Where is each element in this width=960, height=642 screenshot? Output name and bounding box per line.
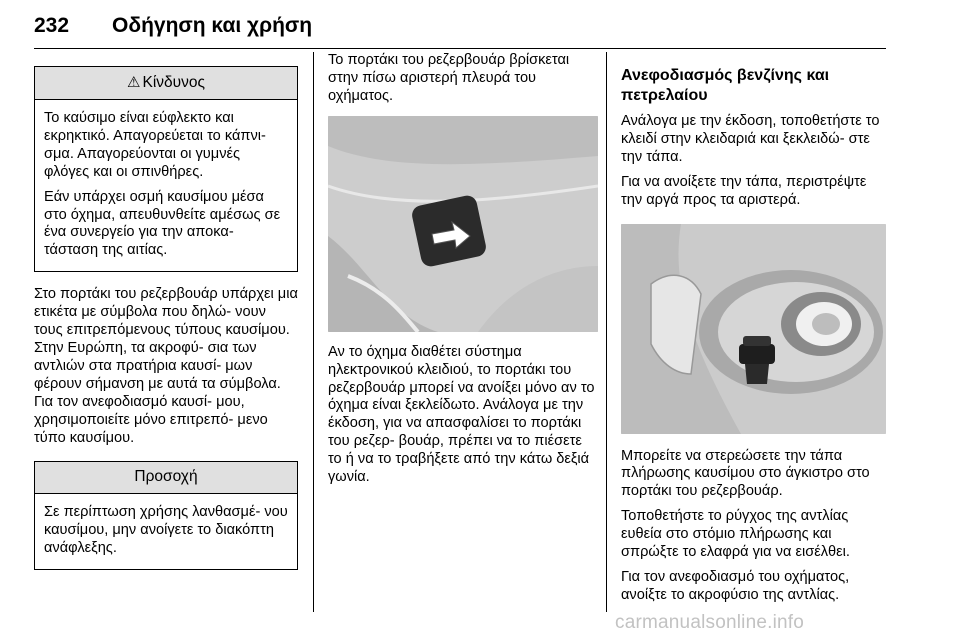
body-paragraph: Για να ανοίξετε την τάπα, περιστρέψτε την αργά προς τα αριστερά. [621, 173, 867, 208]
column-divider [606, 52, 607, 612]
page-number: 232 [34, 14, 70, 37]
danger-paragraph: Εάν υπάρχει οσμή καυσίμου μέσα στο όχημα, απευθυνθείτε αμέσως σε ένα συνεργείο για την αποκα- τάσταση της αιτίας. [44, 188, 281, 259]
caution-header [35, 462, 297, 494]
watermark: carmanualsonline.info [615, 612, 805, 633]
page-title: Οδήγηση και χρήση [112, 14, 313, 37]
body-paragraph: Τοποθετήστε το ρύγχος της αντλίας ευθεία στο στόμιο πλήρωσης και σπρώξτε το ελαφρά για να εισέλθει. [621, 508, 850, 561]
body-paragraph: Ανάλογα με την έκδοση, τοποθετήστε το κλειδί στην κλειδαριά και ξεκλειδώ- στε την τάπα. [621, 113, 880, 165]
intro-paragraph: Το πορτάκι του ρεζερβουάρ βρίσκεται στην πίσω αριστερή πλευρά του οχήματος. [328, 52, 570, 104]
fuel-cap-illustration [621, 224, 886, 434]
column-right [621, 52, 886, 612]
body-paragraph: Στο πορτάκι του ρεζερβουάρ υπάρχει μια ετικέτα με σύμβολα που δηλώ- νουν τους επιτρεπόμενους τύπους καυσίμου. Στην Ευρώπη, τα ακροφύ- σια των αντλιών στα πρατήρια καυσί- μων φέρουν σήμανση με αυτά τα σύμβολα. Για τον ανεφοδιασμό καυσί- μου, χρησιμοποιείτε μόνο επιτρεπό- μενο τύπο καυσίμου. [34, 286, 298, 446]
caution-body [35, 494, 297, 569]
column-divider [313, 52, 314, 612]
page-header [34, 10, 886, 49]
caution-title: Προσοχή [134, 468, 198, 486]
fuel-door-illustration [328, 116, 598, 332]
section-heading: Ανεφοδιασμός βενζίνης και πετρελαίου [621, 67, 830, 104]
warning-icon: ⚠ [127, 74, 141, 91]
danger-header [35, 67, 297, 100]
column-middle [328, 52, 598, 494]
body-paragraph: Μπορείτε να στερεώσετε την τάπα πλήρωσης καυσίμου στο άγκιστρο στο πορτάκι του ρεζερβουάρ. [621, 447, 870, 500]
danger-paragraph: Το καύσιμο είναι εύφλεκτο και εκρηκτικό. Απαγορεύεται το κάπνι- σμα. Απαγορεύονται οι γυμνές φλόγες και οι σπινθήρες. [44, 110, 266, 180]
column-left [34, 52, 298, 584]
body-paragraph: Αν το όχημα διαθέτει σύστημα ηλεκτρονικού κλειδιού, το πορτάκι του ρεζερβουάρ μπορεί να ανοίξει μόνο αν το όχημα είναι ξεκλείδωτο. Ανάλογα με την έκδοση, για να απασφαλίσει το πορτάκι του ρεζερ- βουάρ, πρέπει να το πιέσετε το ή να το τραβήξετε από την κάτω δεξιά γωνία. [328, 343, 595, 486]
body-paragraph: Για τον ανεφοδιασμό του οχήματος, ανοίξτε το ακροφύσιο της αντλίας. [621, 568, 850, 603]
danger-box [34, 66, 298, 272]
caution-box [34, 461, 298, 570]
danger-body [35, 100, 297, 271]
danger-title: Κίνδυνος [142, 74, 205, 91]
caution-paragraph: Σε περίπτωση χρήσης λανθασμέ- νου καυσίμου, μην ανοίγετε το διακόπτη ανάφλεξης. [44, 504, 288, 557]
